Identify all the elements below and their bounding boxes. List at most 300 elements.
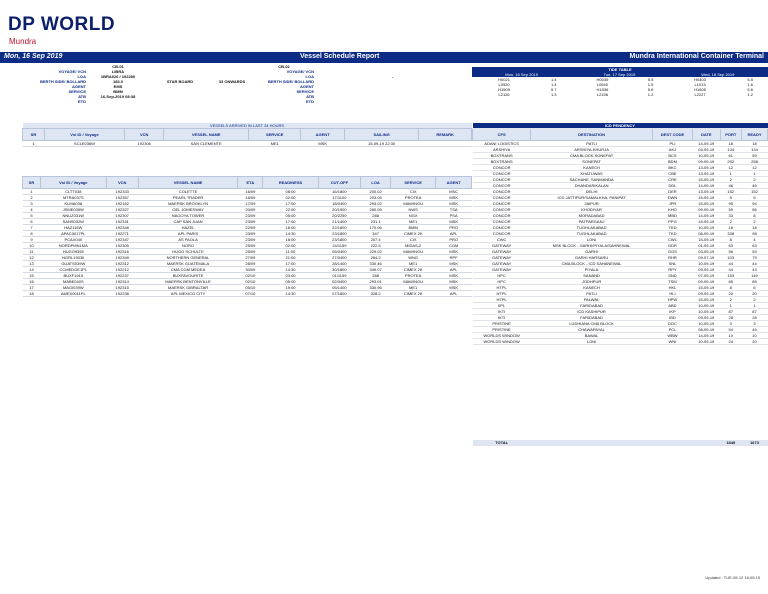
- tide-cell: L2227: [694, 92, 706, 97]
- table-cell: 8: [23, 231, 41, 237]
- tide-day: Wed, 18 Sep 2019: [668, 72, 768, 77]
- table-cell: APL: [436, 267, 472, 273]
- table-cell: 207.4: [361, 237, 391, 243]
- table-cell: 192306: [125, 141, 164, 147]
- table-cell: NGX: [391, 213, 436, 219]
- table-cell: HPC: [473, 273, 531, 279]
- table-cell: 10-09-19: [693, 339, 720, 345]
- table-cell: 22:00: [263, 207, 318, 213]
- table-cell: IKTI: [473, 315, 531, 321]
- table-cell: 13-09-19: [693, 189, 720, 195]
- table-cell: MIDAS-2: [391, 243, 436, 249]
- table-cell: 10-09-19: [693, 261, 720, 267]
- table-cell: 09-09-19: [693, 267, 720, 273]
- table-cell: AS PAOLA: [138, 237, 237, 243]
- table-cell: 17/1100: [318, 195, 361, 201]
- info-key: VOYAGE/ VCN: [58, 69, 86, 74]
- table-cell: 28/1400: [318, 261, 361, 267]
- table-cell: RPY: [652, 267, 692, 273]
- table-cell: SNL: [652, 261, 692, 267]
- table-cell: 6: [742, 285, 768, 291]
- table-cell: MSK: [436, 219, 472, 225]
- table-cell: 229.02: [361, 249, 391, 255]
- table-cell: HTPL: [473, 285, 531, 291]
- table-cell: 8: [720, 237, 742, 243]
- tide-cell: H0035: [596, 77, 609, 82]
- table-cell: 46: [742, 327, 768, 333]
- table-cell: SANAND: [531, 273, 653, 279]
- vessel-schedule-table: [22, 176, 472, 297]
- table-cell: 288: [361, 213, 391, 219]
- table-cell: PALWAL: [531, 297, 653, 303]
- info-key: AGENT: [72, 84, 86, 89]
- info-val: 33 ONWARDS: [218, 79, 246, 84]
- table-cell: 153: [720, 273, 742, 279]
- table-cell: CONCOR: [473, 171, 531, 177]
- column-header: AGENT: [301, 129, 344, 141]
- table-cell: 152: [742, 189, 768, 195]
- table-cell: 260.05: [361, 207, 391, 213]
- table-cell: DWN: [652, 195, 692, 201]
- table-cell: 27/0400: [318, 255, 361, 261]
- table-cell: PCAX040: [40, 237, 106, 243]
- table-cell: 02:00: [263, 243, 318, 249]
- table-cell: KANECH: [531, 285, 653, 291]
- table-cell: HPC: [473, 279, 531, 285]
- table-cell: JODHPUR: [531, 279, 653, 285]
- table-cell: FARIDABAD: [531, 303, 653, 309]
- table-cell: 16/1800: [318, 189, 361, 195]
- table-cell: BOXTRANS: [473, 159, 531, 165]
- table-cell: MSK: [436, 261, 472, 267]
- tide-cell: L0920: [498, 82, 510, 87]
- table-cell: 94: [742, 201, 768, 207]
- table-cell: GATEWAY: [473, 267, 531, 273]
- tide-cell: L0940: [596, 82, 608, 87]
- table-cell: 14-09-19: [693, 333, 720, 339]
- tide-title: TIDE TABLE: [472, 67, 768, 72]
- table-cell: 15-09-19: [693, 285, 720, 291]
- table-cell: BCS: [652, 153, 692, 159]
- table-cell: 44: [720, 267, 742, 273]
- table-cell: BMM: [391, 225, 436, 231]
- tide-cell: 1.4: [550, 82, 557, 87]
- column-header: ETA: [238, 177, 263, 189]
- table-cell: 10-09-19: [693, 309, 720, 315]
- table-cell: 2: [23, 195, 41, 201]
- table-cell: PPG: [652, 219, 692, 225]
- tide-cell: 1.2: [747, 92, 753, 97]
- table-cell: 05/10: [238, 285, 263, 291]
- table-cell: 15-09-19: [693, 195, 720, 201]
- table-cell: 59: [742, 153, 768, 159]
- column-header: READY: [742, 129, 768, 141]
- table-cell: ME1: [249, 141, 301, 147]
- table-cell: 15-09-19: [693, 237, 720, 243]
- table-cell: 17: [23, 285, 41, 291]
- table-cell: 4: [742, 237, 768, 243]
- table-cell: CONCOR: [473, 213, 531, 219]
- table-cell: 18: [720, 141, 742, 147]
- table-cell: GARHI: [531, 249, 653, 255]
- table-cell: 24/1159: [318, 243, 361, 249]
- table-cell: 2: [742, 177, 768, 183]
- info-key: LOA: [305, 74, 314, 79]
- table-cell: CGM: [436, 243, 472, 249]
- table-cell: CCMEDGE1PL: [40, 267, 106, 273]
- table-cell: 09-09-19: [693, 207, 720, 213]
- table-cell: GATEWAY: [473, 261, 531, 267]
- table-cell: 222.5: [361, 243, 391, 249]
- table-cell: MAWINGU: [391, 249, 436, 255]
- table-cell: 292: [720, 159, 742, 165]
- table-cell: 23/09: [238, 237, 263, 243]
- table-cell: MAWINGU: [391, 201, 436, 207]
- icd-title: ICD PENDENCY: [473, 123, 768, 129]
- table-cell: 02/0400: [318, 279, 361, 285]
- table-cell: 192162: [106, 201, 138, 207]
- table-cell: MAGI039W: [40, 285, 106, 291]
- table-cell: PRISTINE: [473, 327, 531, 333]
- tide-cell: L2156: [596, 92, 608, 97]
- table-row: [23, 291, 472, 297]
- table-cell: 95: [720, 201, 742, 207]
- table-cell: 192331: [106, 219, 138, 225]
- table-cell: 09-09-19: [693, 159, 720, 165]
- table-cell: 11:00: [263, 249, 318, 255]
- info-key: BERTH SIDE/ BOLLARD: [40, 79, 86, 84]
- table-cell: 1: [742, 171, 768, 177]
- table-cell: SONEPAT: [531, 159, 653, 165]
- table-cell: KHODIYAR: [531, 207, 653, 213]
- table-cell: CIX: [391, 189, 436, 195]
- table-cell: 59: [720, 207, 742, 213]
- table-cell: 20/2259: [318, 213, 361, 219]
- table-cell: WBW: [652, 333, 692, 339]
- updated-timestamp: Updated : TUE-09-12 16:05:15: [705, 575, 760, 580]
- table-cell: 23/1800: [318, 237, 361, 243]
- table-cell: 192237: [106, 273, 138, 279]
- table-cell: CONCOR: [473, 189, 531, 195]
- table-cell: ME1: [391, 219, 436, 225]
- table-cell: AMEX0011PL: [40, 291, 106, 297]
- column-header: SR: [23, 177, 41, 189]
- table-cell: 5: [23, 213, 41, 219]
- table-cell: 30/09: [238, 267, 263, 273]
- table-cell: 87: [742, 309, 768, 315]
- table-cell: 15-09-19: [693, 177, 720, 183]
- table-cell: NNUZ031W: [40, 213, 106, 219]
- tide-cell: 1.5: [647, 82, 654, 87]
- table-cell: PRO: [436, 237, 472, 243]
- table-cell: 24: [720, 339, 742, 345]
- tide-cell: 5.5: [747, 77, 753, 82]
- table-cell: NORDPMN1MA: [40, 243, 106, 249]
- table-cell: GATEWAY: [473, 243, 531, 249]
- table-cell: ARSHIYA: [473, 147, 531, 153]
- table-cell: 56: [742, 207, 768, 213]
- table-cell: 10-09-19: [693, 153, 720, 159]
- column-header: VESSEL NAME: [138, 177, 237, 189]
- table-cell: 288: [361, 273, 391, 279]
- table-cell: 04-09-19: [693, 147, 720, 153]
- table-cell: 347: [361, 231, 391, 237]
- table-cell: 17:00: [263, 219, 318, 225]
- table-cell: MSK: [436, 195, 472, 201]
- table-cell: 85: [720, 279, 742, 285]
- cb01-label: CB-01: [112, 64, 124, 69]
- table-cell: SND: [652, 273, 692, 279]
- table-cell: 14-09-19: [693, 213, 720, 219]
- table-cell: 79: [742, 255, 768, 261]
- table-cell: NWS: [391, 207, 436, 213]
- terminal-name: Mundra International Container Terminal: [629, 53, 764, 60]
- info-key: SERVICE: [68, 89, 86, 94]
- table-cell: 10-09-19: [693, 321, 720, 327]
- table-cell: 14-09-19: [693, 141, 720, 147]
- table-cell: 14:30: [263, 231, 318, 237]
- table-cell: 192305: [106, 243, 138, 249]
- table-cell: TSA: [436, 207, 472, 213]
- column-header: SR: [23, 129, 45, 141]
- table-cell: ME1: [391, 261, 436, 267]
- table-cell: MSK: [436, 285, 472, 291]
- table-cell: 20/09: [238, 207, 263, 213]
- table-cell: BDM: [652, 159, 692, 165]
- table-cell: 08-09-19: [693, 327, 720, 333]
- table-cell: TSM: [652, 279, 692, 285]
- report-title: Vessel Schedule Report: [300, 53, 380, 60]
- table-cell: 330.96: [361, 285, 391, 291]
- table-cell: LONI: [531, 339, 653, 345]
- table-cell: 28/09: [238, 261, 263, 267]
- table-cell: 293.01: [361, 279, 391, 285]
- table-cell: 07/10: [238, 291, 263, 297]
- logo-subtext: Mundra: [9, 37, 37, 46]
- table-cell: 11: [23, 249, 41, 255]
- table-cell: KHATUWAS: [531, 171, 653, 177]
- column-header: CUT-OFF: [318, 177, 361, 189]
- report-title-bar: [0, 52, 768, 63]
- table-cell: 15: [23, 273, 41, 279]
- table-cell: CMA CGM MEDEA: [138, 267, 237, 273]
- info-val: STAR BOARD: [166, 79, 194, 84]
- table-cell: PATLI: [531, 291, 653, 297]
- table-cell: 15-09-19 22:30: [344, 141, 418, 147]
- table-cell: CONCOR: [473, 177, 531, 183]
- table-cell: 44: [720, 261, 742, 267]
- table-cell: SACHANE, SANMANDA: [531, 177, 653, 183]
- column-header: SERVICE: [391, 177, 436, 189]
- table-cell: 192271: [106, 231, 138, 237]
- table-cell: 12: [23, 255, 41, 261]
- table-cell: LUDHIANA CMA BLOCK: [531, 321, 653, 327]
- table-cell: MSK: [436, 201, 472, 207]
- table-cell: CONCOR: [473, 183, 531, 189]
- table-cell: 02/10: [238, 279, 263, 285]
- table-cell: CIMEX 2K: [391, 231, 436, 237]
- table-cell: 170.06: [361, 225, 391, 231]
- table-cell: 203.05: [361, 195, 391, 201]
- table-cell: 10: [720, 333, 742, 339]
- tide-cell: H1605: [694, 87, 706, 92]
- table-cell: CWC: [473, 237, 531, 243]
- table-cell: 09-07-19: [693, 255, 720, 261]
- tide-row: [472, 92, 768, 97]
- table-cell: BKC: [652, 165, 692, 171]
- column-header: DATE: [693, 129, 720, 141]
- table-cell: 5: [720, 195, 742, 201]
- column-header: DEST CODE: [652, 129, 692, 141]
- table-cell: 30/1800: [318, 267, 361, 273]
- table-cell: 2: [720, 219, 742, 225]
- dp-world-logo: [8, 14, 115, 46]
- table-cell: RPF: [436, 255, 472, 261]
- info-key: VOYAGE/ VCN: [286, 69, 314, 74]
- table-cell: 05/0400: [318, 249, 361, 255]
- table-cell: MSK: [436, 273, 472, 279]
- table-cell: AKJ: [652, 147, 692, 153]
- table-cell: BOXTRANS: [473, 153, 531, 159]
- table-cell: 192307: [106, 213, 138, 219]
- table-cell: WNG: [391, 255, 436, 261]
- table-cell: 54: [720, 327, 742, 333]
- table-cell: MSK: [436, 279, 472, 285]
- table-cell: 264.2: [361, 255, 391, 261]
- table-cell: HAZEL: [138, 225, 237, 231]
- table-cell: 338: [720, 231, 742, 237]
- table-cell: 200.02: [361, 189, 391, 195]
- table-cell: 15-09-19: [693, 297, 720, 303]
- table-cell: 63: [720, 243, 742, 249]
- table-cell: MAWINGU: [391, 279, 436, 285]
- table-cell: MSK: [436, 249, 472, 255]
- table-cell: 08-09-19: [693, 231, 720, 237]
- info-key: ETD: [78, 99, 86, 104]
- table-cell: CONCOR: [473, 207, 531, 213]
- table-cell: 258: [742, 159, 768, 165]
- table-cell: 20: [742, 339, 768, 345]
- info-val: 1BRA026 / 192280: [100, 74, 136, 79]
- table-cell: CHAWAPAYAL: [531, 327, 653, 333]
- table-cell: APL MEXICO CITY: [138, 291, 237, 297]
- table-cell: 2: [742, 219, 768, 225]
- table-cell: APL: [436, 291, 472, 297]
- table-cell: GATEWAY: [473, 249, 531, 255]
- info-val: EMS: [113, 84, 123, 89]
- table-cell: TKD: [652, 231, 692, 237]
- table-cell: DELHI: [531, 189, 653, 195]
- table-cell: 1: [23, 189, 41, 195]
- table-cell: DER: [652, 189, 692, 195]
- table-cell: 140: [742, 273, 768, 279]
- table-cell: 25/09: [238, 249, 263, 255]
- table-cell: HTPL: [473, 291, 531, 297]
- table-cell: 27/09: [238, 255, 263, 261]
- table-cell: PIYALA: [531, 267, 653, 273]
- table-cell: 63: [742, 243, 768, 249]
- table-cell: 10: [742, 333, 768, 339]
- table-cell: 09-09-19: [693, 291, 720, 297]
- column-header: CFS: [473, 129, 531, 141]
- table-cell: MSK BLOCK - GARHI/PIYALA/SAHNEWAL: [531, 243, 653, 249]
- table-cell: 192315: [106, 285, 138, 291]
- info-val: 16-Sep-2019 08:38: [100, 94, 136, 99]
- table-cell: 02/10: [238, 273, 263, 279]
- table-cell: MAERSK BROOKLYN: [138, 201, 237, 207]
- table-cell: GARHI HARSARU: [531, 255, 653, 261]
- table-cell: 03-09-19: [693, 249, 720, 255]
- tide-cell: L1013: [694, 82, 706, 87]
- table-cell: 05:00: [263, 279, 318, 285]
- tide-cell: 1.3: [550, 92, 557, 97]
- tide-cell: H1509: [498, 87, 510, 92]
- column-header: REMARK: [419, 129, 472, 141]
- table-cell: 13-09-19: [693, 165, 720, 171]
- info-key: AGENT: [300, 84, 314, 89]
- info-val: 183.0: [112, 79, 123, 84]
- table-cell: HUGO SCHULTE: [138, 249, 237, 255]
- table-cell: PROTEA: [391, 273, 436, 279]
- tide-cell: L2126: [498, 92, 510, 97]
- table-cell: KANECH: [531, 165, 653, 171]
- table-cell: 192212: [106, 267, 138, 273]
- table-cell: CIX: [391, 237, 436, 243]
- table-cell: 23/09: [238, 219, 263, 225]
- table-cell: SAN CLEMENTE: [164, 141, 249, 147]
- table-cell: 43: [742, 267, 768, 273]
- table-cell: 03:00: [263, 273, 318, 279]
- table-cell: OEL JOMESWAY: [138, 207, 237, 213]
- table-row: [23, 141, 472, 147]
- table-cell: JAIPUR: [531, 201, 653, 207]
- table-cell: GGS: [652, 249, 692, 255]
- table-cell: 21:00: [263, 255, 318, 261]
- table-cell: 13: [23, 261, 41, 267]
- table-cell: 6: [23, 219, 41, 225]
- table-cell: 3: [23, 201, 41, 207]
- table-cell: 134: [742, 147, 768, 153]
- table-cell: 22/1600: [318, 225, 361, 231]
- info-key: ATB: [306, 94, 314, 99]
- table-cell: WORLDS WINDOW: [473, 339, 531, 345]
- table-cell: 231.1: [361, 219, 391, 225]
- table-cell: 192238: [106, 291, 138, 297]
- info-key: ETD: [306, 99, 314, 104]
- table-cell: PRISTINE: [473, 321, 531, 327]
- column-header: SAILING: [344, 129, 418, 141]
- table-cell: APL: [436, 231, 472, 237]
- column-header: VCN: [125, 129, 164, 141]
- table-cell: 28: [742, 315, 768, 321]
- table-cell: SANS032W: [40, 219, 106, 225]
- table-cell: CLTT038: [40, 189, 106, 195]
- table-cell: 192357: [106, 195, 138, 201]
- table-cell: 1: [720, 171, 742, 177]
- table-cell: MORADABAD: [531, 213, 653, 219]
- table-cell: 61: [720, 153, 742, 159]
- table-cell: 192349: [106, 255, 138, 261]
- table-cell: 192312: [106, 261, 138, 267]
- table-cell: 05:00: [263, 213, 318, 219]
- info-val: LIBRA: [111, 69, 125, 74]
- table-cell: HLI: [652, 291, 692, 297]
- table-cell: IBD: [652, 315, 692, 321]
- table-cell: 33: [720, 213, 742, 219]
- table-cell: TUGHLAKABAD: [531, 225, 653, 231]
- table-cell: 18/0400: [318, 201, 361, 207]
- table-cell: 07-09-19: [693, 273, 720, 279]
